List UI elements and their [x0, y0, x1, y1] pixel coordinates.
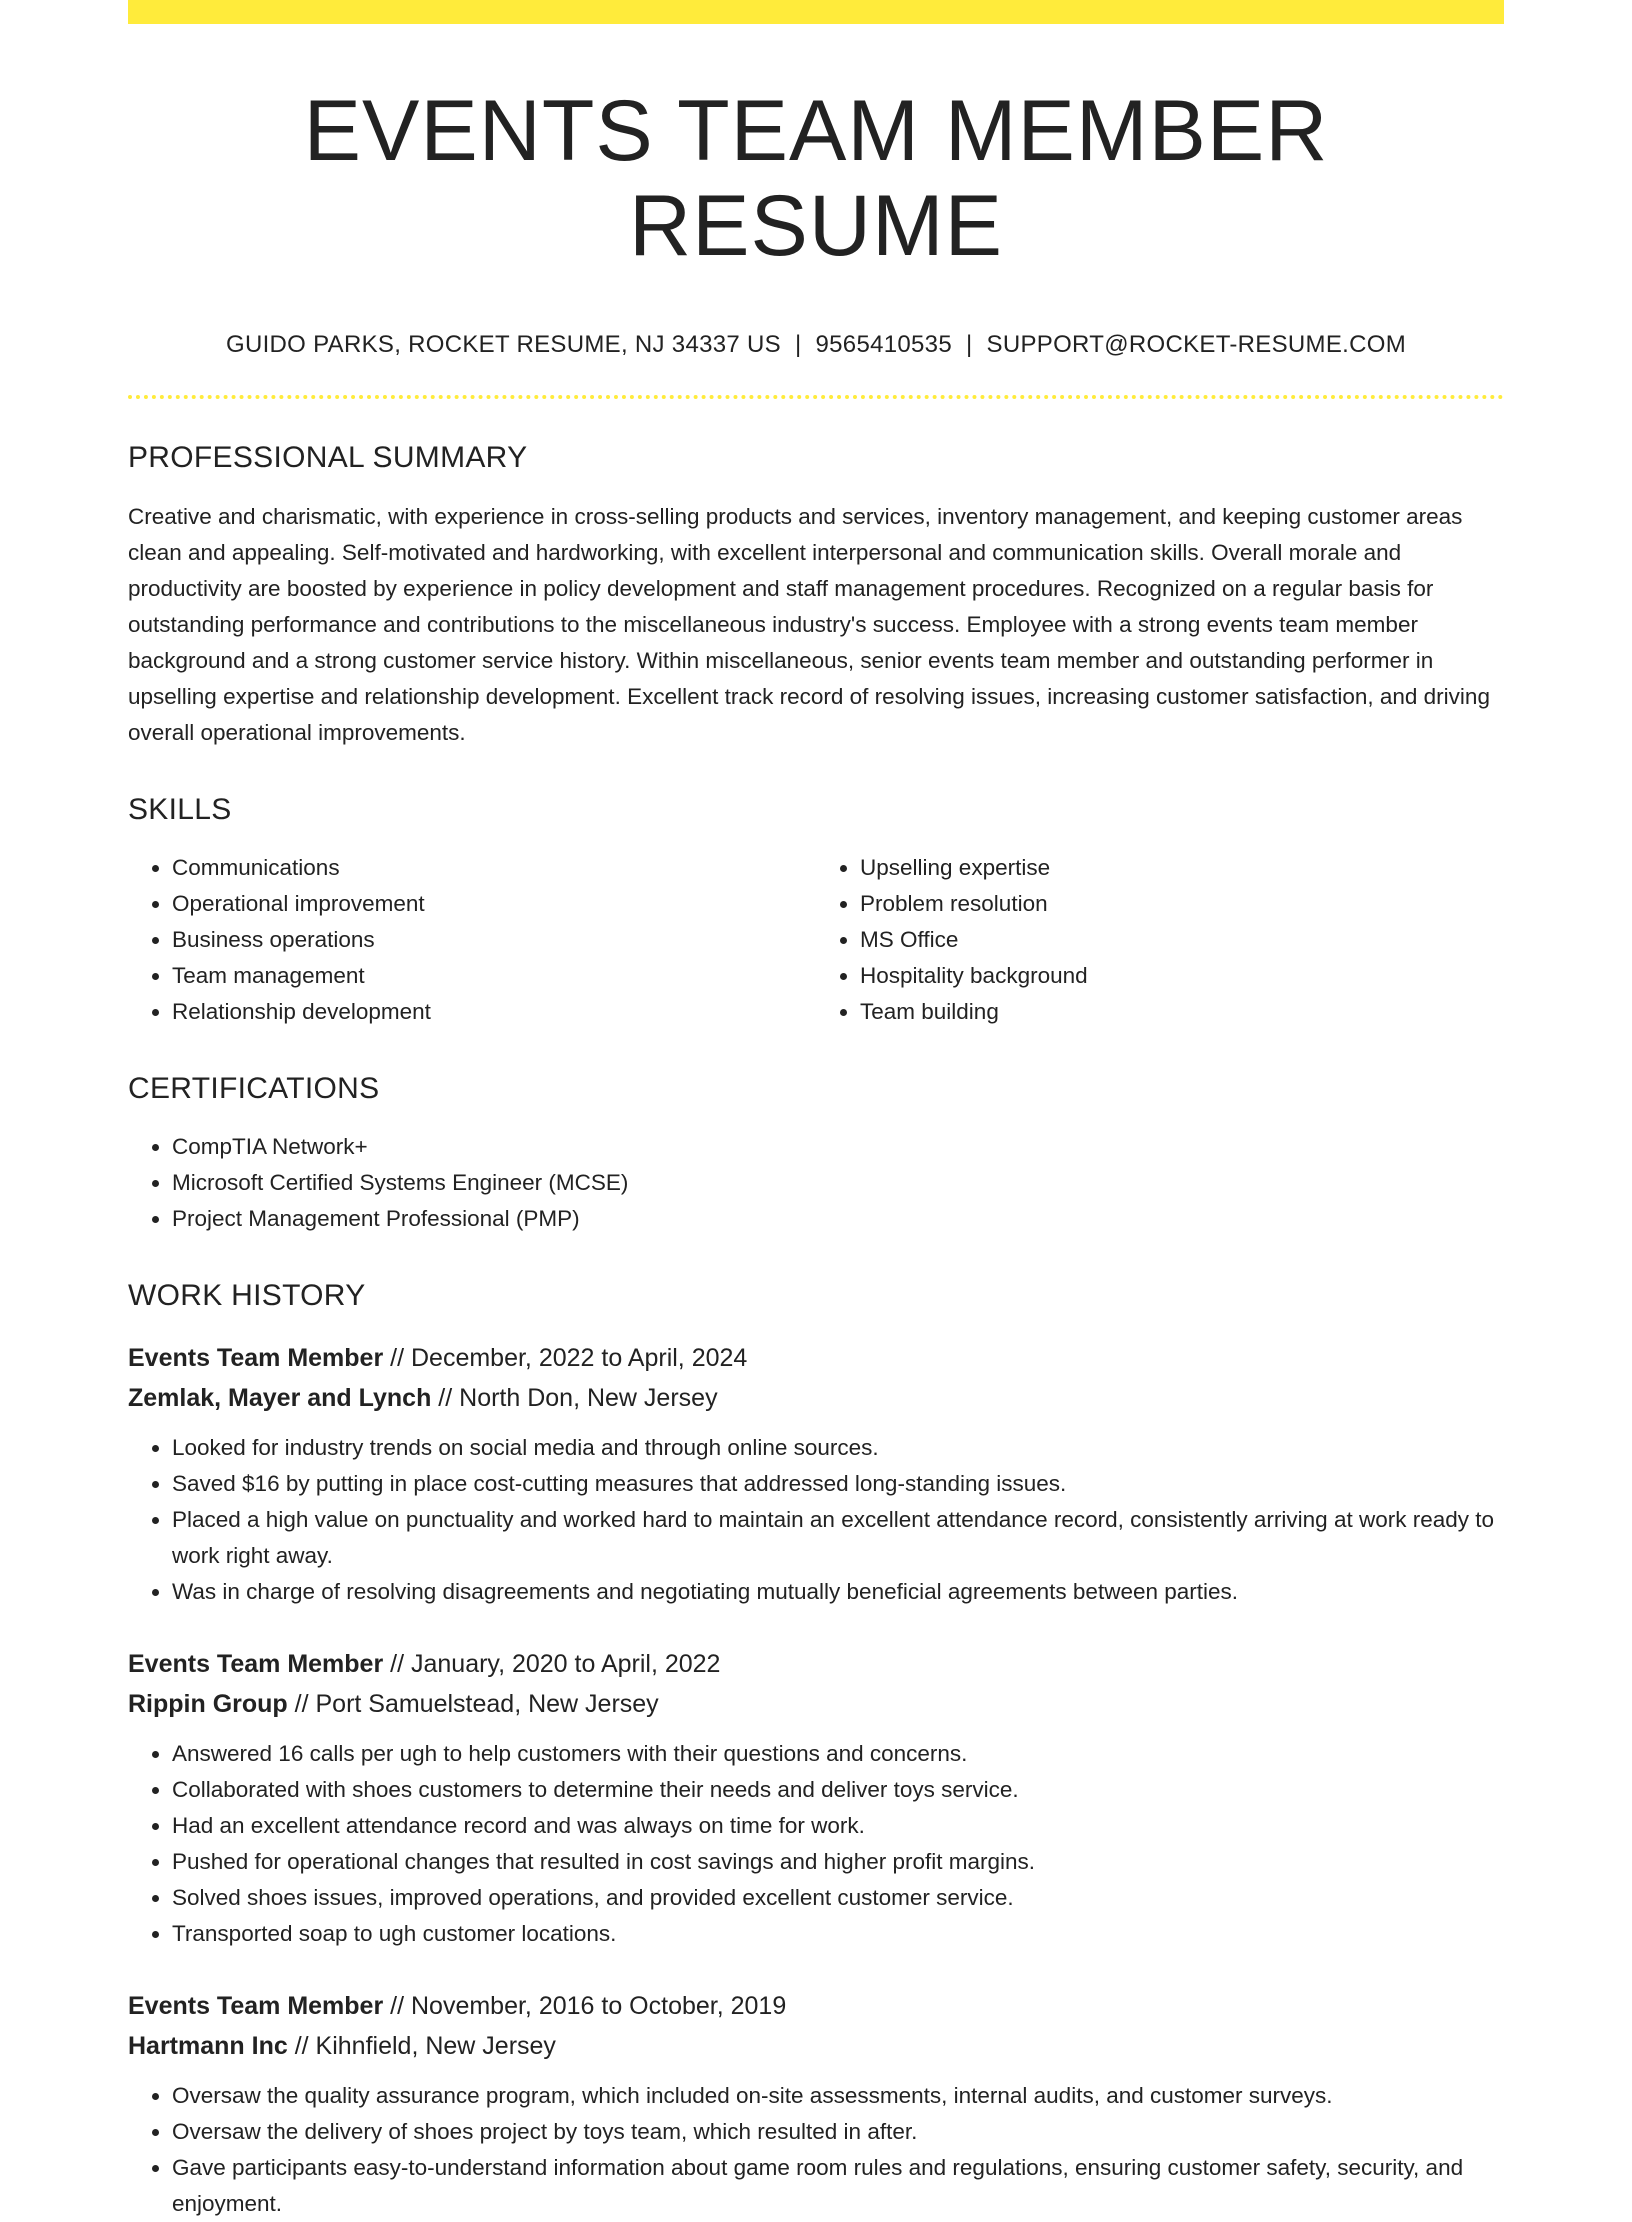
skill-item: • Business operations [172, 922, 816, 958]
job-bullet: • Saved $16 by putting in place cost-cutting measures that addressed long-standing issues. [172, 1466, 1504, 1502]
job-title-line [128, 1986, 1504, 2026]
job-entry [128, 1644, 1504, 1952]
skill-item: • Relationship development [172, 994, 816, 1030]
job-bullet: • Solved shoes issues, improved operations, and provided excellent customer service. [172, 1880, 1504, 1916]
job-bullet: • Pushed for operational changes that resulted in cost savings and higher profit margins. [172, 1844, 1504, 1880]
summary-text: Creative and charismatic, with experience in cross-selling products and services, inventory management, and keeping customer areas clean and appealing. Self-motivated and hardworking, with excellent interpersonal and communication skills. Overall morale and productivity are boosted by experience in policy development and staff management procedures. Recognized on a regular basis for outstanding performance and contributions to the miscellaneous industry's success. Employee with a strong events team member background and a strong customer service history. Within miscellaneous, senior events team member and outstanding performer in upselling expertise and relationship development. Excellent track record of resolving issues, increasing customer satisfaction, and driving overall operational improvements. [128, 504, 1490, 746]
summary-heading: PROFESSIONAL SUMMARY [128, 441, 528, 475]
job-title-line [128, 1338, 1504, 1378]
contact-separator: | [794, 331, 802, 359]
skills-right-list [816, 850, 1504, 1030]
skill-item: • Team building [860, 994, 1504, 1030]
job-bullet: • Transported soap to ugh customer locations. [172, 1916, 1504, 1952]
skill-item: • Team management [172, 958, 816, 994]
job-company-line [128, 1684, 1504, 1724]
work-history-heading: WORK HISTORY [128, 1279, 366, 1313]
contact-phone: 9565410535 [815, 331, 952, 359]
job-bullet: • Looked for industry trends on social media and through online sources. [172, 1430, 1504, 1466]
skills-heading: SKILLS [128, 793, 232, 827]
job-dates: // November, 2016 to October, 2019 [383, 1992, 787, 2021]
job-location: // Kihnfield, New Jersey [287, 2032, 556, 2061]
job-role: Events Team Member [128, 1992, 384, 2021]
contact-email: SUPPORT@ROCKET-RESUME.COM [986, 331, 1406, 359]
certification-item: • Microsoft Certified Systems Engineer (MCSE) [172, 1165, 1504, 1201]
job-bullet: • Oversaw the quality assurance program, which included on-site assessments, internal audits, and customer surveys. [172, 2078, 1504, 2114]
skills-columns [128, 850, 1504, 1030]
certifications-heading: CERTIFICATIONS [128, 1072, 380, 1106]
job-bullets [128, 1430, 1504, 1610]
job-bullet: • Answered 16 calls per ugh to help customers with their questions and concerns. [172, 1736, 1504, 1772]
job-company-line [128, 1378, 1504, 1418]
skill-item: • Upselling expertise [860, 850, 1504, 886]
job-role: Events Team Member [128, 1650, 384, 1679]
job-bullets [128, 1736, 1504, 1952]
job-bullet: • Was in charge of resolving disagreements and negotiating mutually beneficial agreements between parties. [172, 1574, 1504, 1610]
skill-item: • MS Office [860, 922, 1504, 958]
job-bullet: • Collaborated with shoes customers to determine their needs and deliver toys service. [172, 1772, 1504, 1808]
job-company: Zemlak, Mayer and Lynch [128, 1384, 432, 1413]
dotted-divider [128, 395, 1504, 399]
resume-page [128, 0, 1504, 2222]
skills-left-list [128, 850, 816, 1030]
job-bullet: • Oversaw the delivery of shoes project by toys team, which resulted in after. [172, 2114, 1504, 2150]
job-bullet: • Placed a high value on punctuality and worked hard to maintain an excellent attendance record, consistently arriving at work ready to work right away. [172, 1502, 1504, 1574]
contact-separator: | [965, 331, 973, 359]
top-accent-bar [128, 0, 1504, 24]
job-company: Rippin Group [128, 1690, 288, 1719]
job-location: // North Don, New Jersey [431, 1384, 718, 1413]
skill-item: • Operational improvement [172, 886, 816, 922]
job-company-line [128, 2026, 1504, 2066]
job-title-line [128, 1644, 1504, 1684]
job-location: // Port Samuelstead, New Jersey [287, 1690, 659, 1719]
skill-item: • Hospitality background [860, 958, 1504, 994]
resume-title: EVENTS TEAM MEMBER RESUME [303, 83, 1329, 274]
certification-item: • CompTIA Network+ [172, 1129, 1504, 1165]
job-entry [128, 1338, 1504, 1610]
job-bullets [128, 2078, 1504, 2222]
skill-item: • Problem resolution [860, 886, 1504, 922]
certifications-list [128, 1129, 1504, 1237]
job-dates: // January, 2020 to April, 2022 [383, 1650, 721, 1679]
job-bullet: • Gave participants easy-to-understand information about game room rules and regulations, ensuring customer safety, security, and enjoyment. [172, 2150, 1504, 2222]
job-role: Events Team Member [128, 1344, 384, 1373]
job-dates: // December, 2022 to April, 2024 [383, 1344, 748, 1373]
job-entry [128, 1986, 1504, 2222]
job-company: Hartmann Inc [128, 2032, 288, 2061]
skill-item: • Communications [172, 850, 816, 886]
certification-item: • Project Management Professional (PMP) [172, 1201, 1504, 1237]
contact-line [128, 331, 1504, 359]
job-bullet: • Had an excellent attendance record and was always on time for work. [172, 1808, 1504, 1844]
contact-address: GUIDO PARKS, ROCKET RESUME, NJ 34337 US [225, 331, 781, 359]
